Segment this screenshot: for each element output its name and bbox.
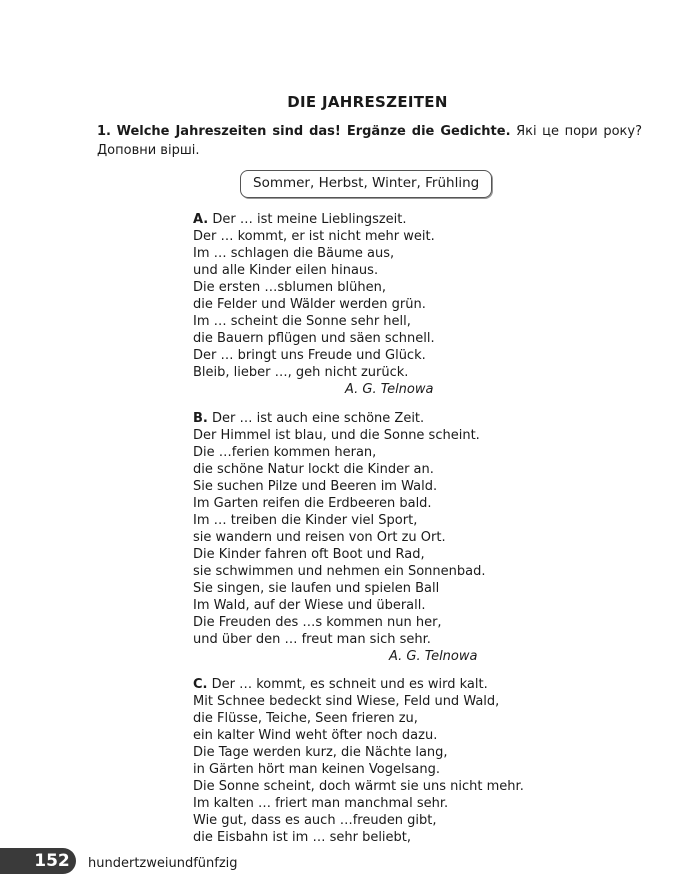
poem-line-text: Der … kommt, es schneit und es wird kalt.	[211, 677, 488, 692]
page-number-words: hundertzweiundfünfzig	[88, 856, 238, 871]
poem-label: C.	[193, 677, 208, 692]
poem-author: A. G. Telnowa	[345, 382, 434, 397]
poem-line: Sie suchen Pilze und Beeren im Wald.	[193, 479, 438, 494]
poem-c	[193, 676, 524, 846]
poem-line: Mit Schnee bedeckt sind Wiese, Feld und Wald,	[193, 694, 500, 709]
poem-line: und alle Kinder eilen hinaus.	[193, 263, 379, 278]
poem-line: Die …ferien kommen heran,	[193, 445, 377, 460]
poem-line: Die Sonne scheint, doch wärmt sie uns nicht mehr.	[193, 779, 524, 794]
poem-line	[193, 676, 524, 693]
poem-label: B.	[193, 411, 208, 426]
poem-line: Im kalten … friert man manchmal sehr.	[193, 796, 449, 811]
poem-line: die Flüsse, Teiche, Seen frieren zu,	[193, 711, 418, 726]
page-number-badge	[0, 848, 76, 874]
poem-line-text: Der … ist meine Lieblingszeit.	[212, 212, 407, 227]
poem-label: A.	[193, 212, 209, 227]
page-number: 152	[34, 851, 70, 871]
poem-line: die Bauern pflügen und säen schnell.	[193, 331, 435, 346]
poem-line	[193, 211, 435, 228]
poem-line: Sie singen, sie laufen und spielen Ball	[193, 581, 440, 596]
instruction-ukrainian: Які це пори року? Доповни вірші.	[97, 124, 642, 158]
page-title: DIE JAHRESZEITEN	[287, 93, 448, 111]
poem-line: die schöne Natur lockt die Kinder an.	[193, 462, 434, 477]
poem-line: Die Kinder fahren oft Boot und Rad,	[193, 547, 425, 562]
instruction-german: Welche Jahreszeiten sind das! Ergänze die Gedichte.	[116, 124, 511, 139]
poem-line: die Eisbahn ist im … sehr beliebt,	[193, 830, 412, 845]
poem-line	[193, 410, 486, 427]
poem-line: sie wandern und reisen von Ort zu Ort.	[193, 530, 446, 545]
poem-line: Im Garten reifen die Erdbeeren bald.	[193, 496, 432, 511]
poem-line: und über den … freut man sich sehr.	[193, 632, 431, 647]
poem-line: in Gärten hört man keinen Vogelsang.	[193, 762, 440, 777]
poem-line-text: Der … ist auch eine schöne Zeit.	[212, 411, 425, 426]
poem-b	[193, 410, 486, 665]
word-box: Sommer, Herbst, Winter, Frühling	[240, 170, 492, 198]
poem-line: Im … treiben die Kinder viel Sport,	[193, 513, 418, 528]
poem-line: die Felder und Wälder werden grün.	[193, 297, 426, 312]
poem-line: Im … scheint die Sonne sehr hell,	[193, 314, 411, 329]
task-number: 1.	[97, 124, 111, 139]
poem-a	[193, 211, 435, 398]
poem-line: Wie gut, dass es auch …freuden gibt,	[193, 813, 437, 828]
poem-line: sie schwimmen und nehmen ein Sonnenbad.	[193, 564, 486, 579]
poem-line: Der … bringt uns Freude und Glück.	[193, 348, 426, 363]
poem-line: Der Himmel ist blau, und die Sonne scheint.	[193, 428, 480, 443]
poem-line: Die Tage werden kurz, die Nächte lang,	[193, 745, 448, 760]
poem-line: Im … schlagen die Bäume aus,	[193, 246, 395, 261]
poem-line: Bleib, lieber …, geh nicht zurück.	[193, 365, 409, 380]
poem-author: A. G. Telnowa	[389, 649, 478, 664]
poem-line: Die Freuden des …s kommen nun her,	[193, 615, 442, 630]
poem-line: ein kalter Wind weht öfter noch dazu.	[193, 728, 438, 743]
task-instruction	[97, 122, 642, 160]
poem-line: Der … kommt, er ist nicht mehr weit.	[193, 229, 435, 244]
poem-line: Im Wald, auf der Wiese und überall.	[193, 598, 426, 613]
poem-line: Die ersten …sblumen blühen,	[193, 280, 386, 295]
